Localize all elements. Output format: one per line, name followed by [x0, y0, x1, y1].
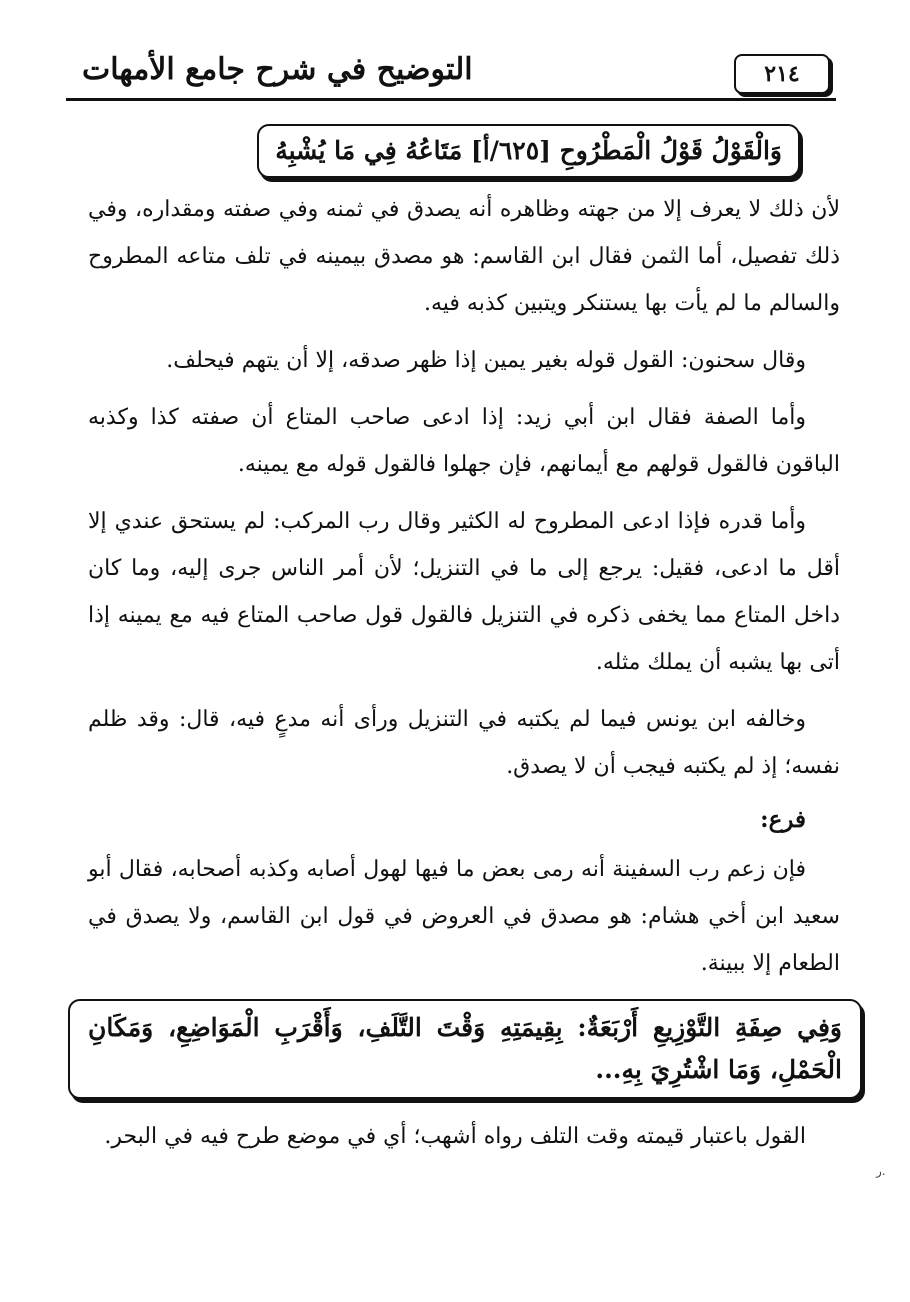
page-content — [88, 124, 840, 1170]
page-number: ٢١٤ — [764, 61, 800, 87]
matn-box-2: وَفِي صِفَةِ التَّوْزِيعِ أَرْبَعَةٌ: بِقِيمَتِهِ وَقْتَ التَّلَفِ، وَأَقْرَبِ الْمَوَاضِعِ، وَمَكَانِ الْحَمْلِ، وَمَا اشْتُرِيَ بِهِ... — [68, 999, 862, 1099]
running-title: التوضيح في شرح جامع الأمهات — [82, 52, 473, 87]
header-rule — [66, 98, 836, 101]
section-heading-far: فرع: — [760, 806, 806, 833]
page-header — [66, 48, 836, 104]
paragraph-5: وخالفه ابن يونس فيما لم يكتبه في التنزيل ورأى أنه مدعٍ فيه، قال: وقد ظلم نفسه؛ إذ لم يكتبه فيجب أن لا يصدق. — [88, 707, 840, 779]
page-number-box — [734, 54, 830, 94]
paragraph-1: لأن ذلك لا يعرف إلا من جهته وظاهره أنه يصدق في ثمنه وفي صفته ومقداره، وفي ذلك تفصيل، أما الثمن فقال ابن القاسم: هو مصدق بيمينه في تلف متاعه المطروح والسالم ما لم يأت بها يستنكر ويتبين كذبه فيه. — [88, 197, 840, 316]
matn-wrapper-1 — [88, 124, 840, 178]
paragraph-far: فإن زعم رب السفينة أنه رمى بعض ما فيها لهول أصابه وكذبه أصحابه، فقال أبو سعيد ابن أخي هشام: هو مصدق في العروض في قول ابن القاسم، ولا يصدق في الطعام إلا ببينة. — [88, 857, 840, 976]
matn-wrapper-2 — [68, 999, 862, 1099]
last-paragraph: القول باعتبار قيمته وقت التلف رواه أشهب؛ أي في موضع طرح فيه في البحر. — [104, 1124, 806, 1149]
margin-mark: ر. — [876, 1164, 886, 1178]
matn-box-1: وَالْقَوْلُ قَوْلُ الْمَطْرُوحِ [٦٢٥/أ] مَتَاعُهُ فِي مَا يُشْبِهُ — [257, 124, 800, 178]
paragraph-2: وقال سحنون: القول قوله بغير يمين إذا ظهر صدقه، إلا أن يتهم فيحلف. — [166, 348, 806, 373]
paragraph-4: وأما قدره فإذا ادعى المطروح له الكثير وقال رب المركب: لم يستحق عندي إلا أقل ما ادعى، فقيل: يرجع إلى ما في التنزيل؛ لأن أمر الناس جرى إليه، وما كان داخل المتاع مما يخفى ذكره في التنزيل فالقول قول صاحب المتاع فيه مع يمينه إذا أتى بها يشبه أن يملك مثله. — [88, 509, 840, 675]
paragraph-3: وأما الصفة فقال ابن أبي زيد: إذا ادعى صاحب المتاع أن صفته كذا وكذبه الباقون فالقول قولهم مع أيمانهم، فإن جهلوا فالقول قوله مع يمينه. — [88, 405, 840, 477]
